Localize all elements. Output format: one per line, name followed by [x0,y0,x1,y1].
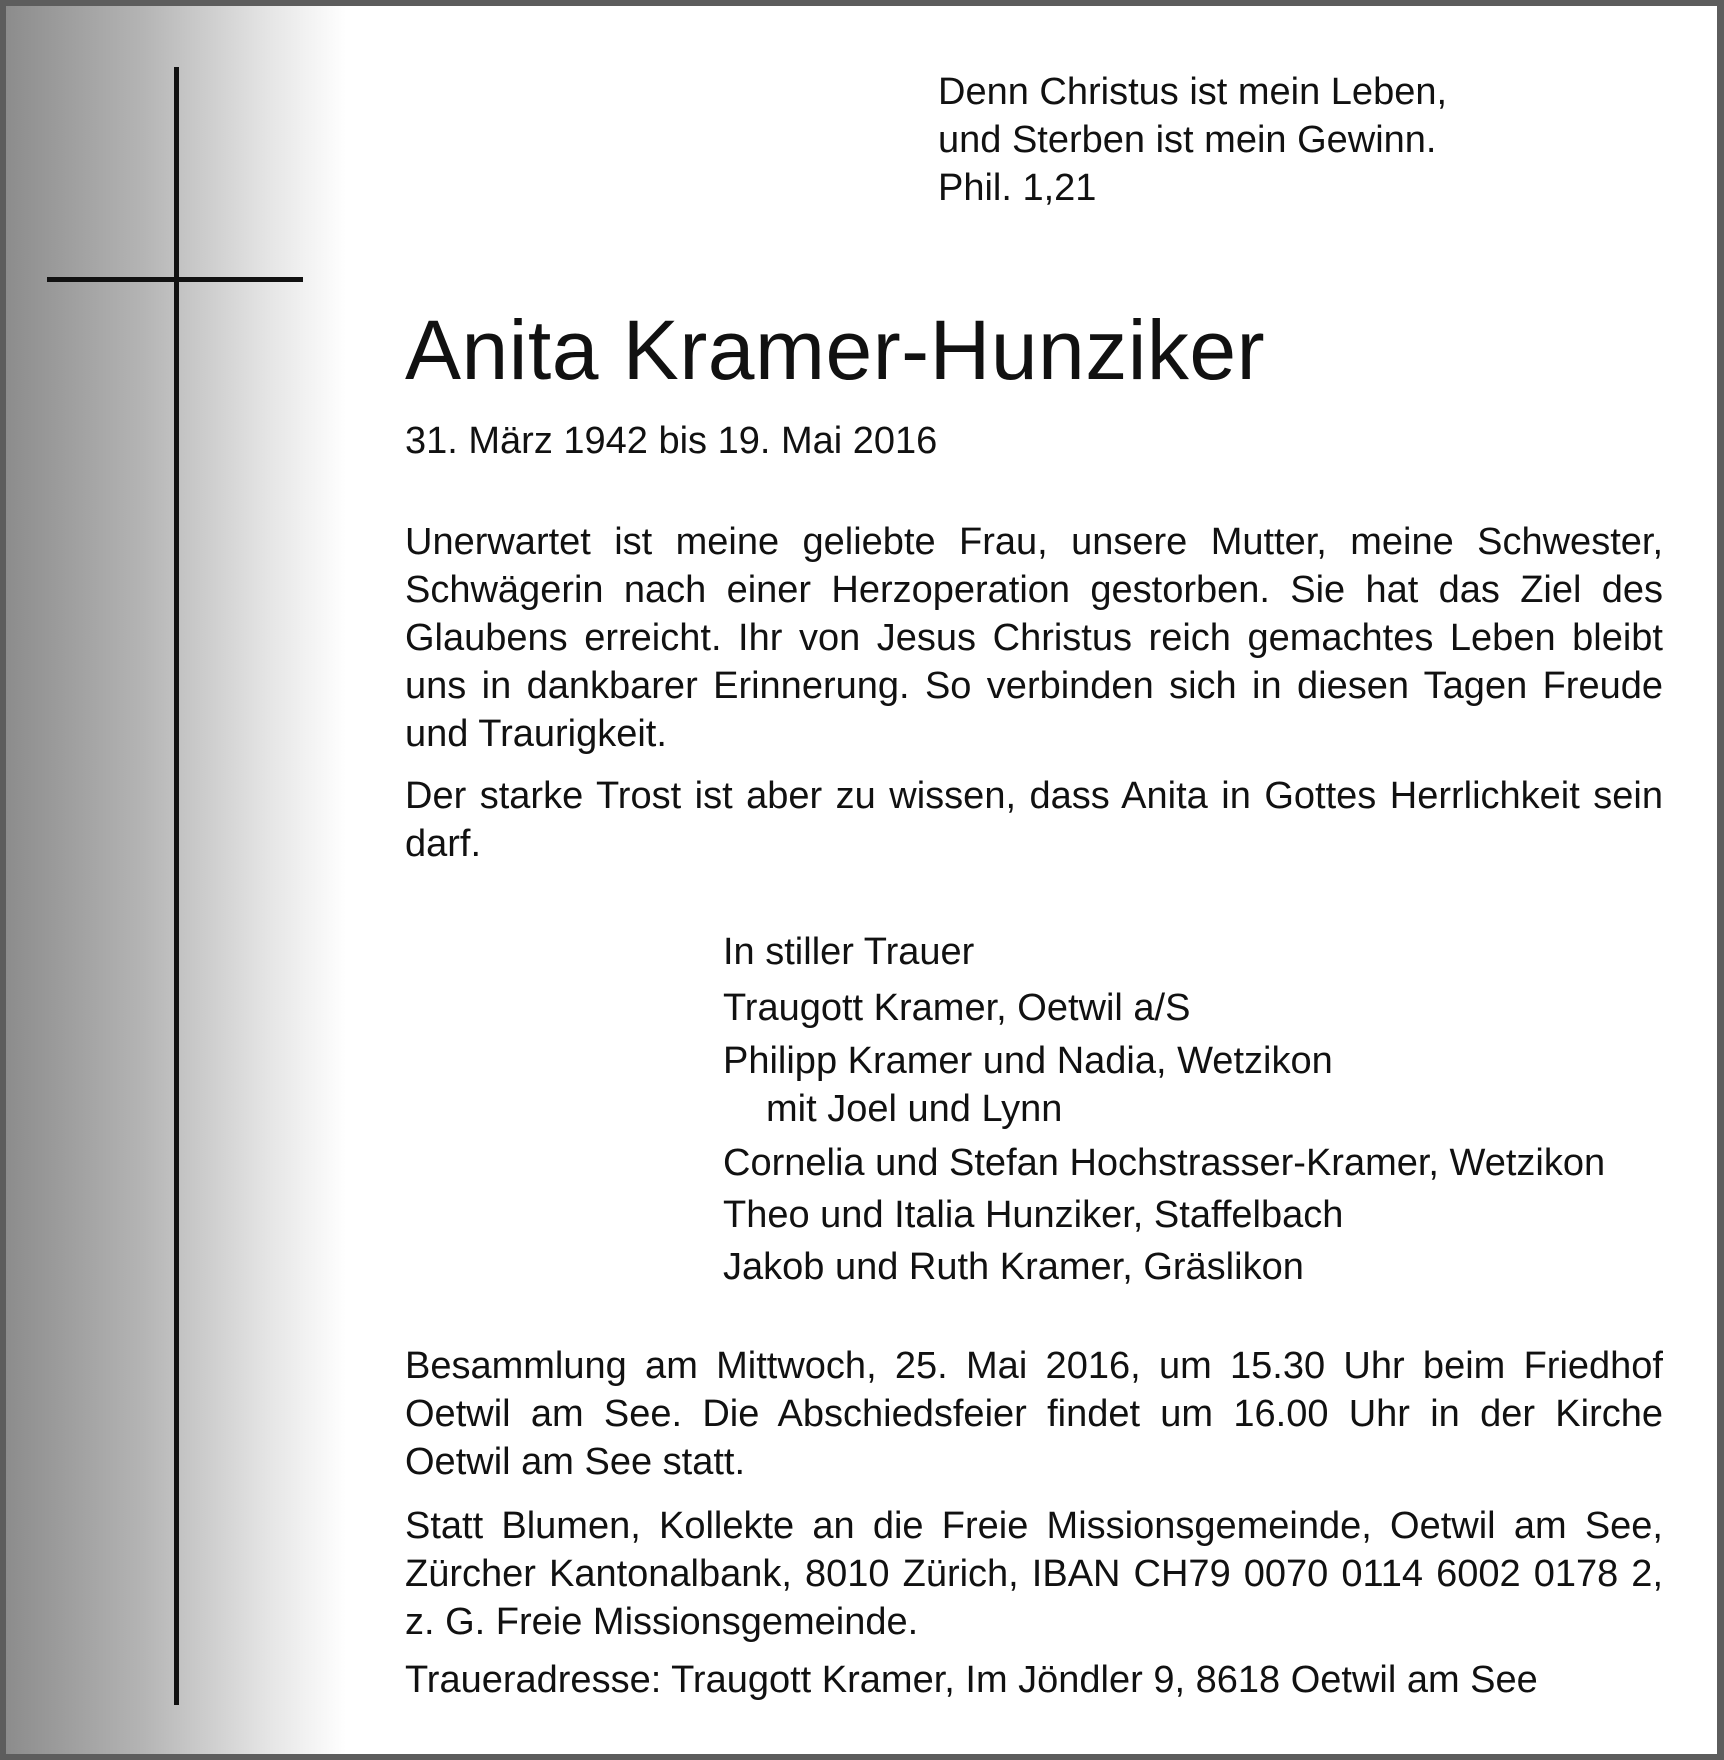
verse-line-2: und Sterben ist mein Gewinn. [938,119,1437,161]
comfort-paragraph: Der starke Trost ist aber zu wissen, dass Anita in Gottes Herrlichkeit sein darf. [405,775,1663,865]
verse-reference: Phil. 1,21 [938,167,1097,209]
mourner-line: Jakob und Ruth Kramer, Gräslikon [723,1246,1304,1288]
donation-paragraph: Statt Blumen, Kollekte an die Freie Missionsgemeinde, Oetwil am See, Zürcher Kantonalbank, 8010 Zürich, IBAN CH79 0070 0114 6002 0178 2, z. G. Freie Missionsgemeinde. [405,1505,1663,1643]
mourner-line: Theo und Italia Hunziker, Staffelbach [723,1194,1344,1236]
mourning-address: Traueradresse: Traugott Kramer, Im Jöndler 9, 8618 Oetwil am See [405,1659,1538,1701]
cross-bar [47,277,303,282]
cross-icon [174,67,179,1705]
mourner-line: Philipp Kramer und Nadia, Wetzikon [723,1040,1333,1082]
bible-verse [938,68,1447,212]
verse-line-1: Denn Christus ist mein Leben, [938,71,1448,113]
life-dates: 31. März 1942 bis 19. Mai 2016 [405,420,938,462]
mourner-subline: mit Joel und Lynn [766,1088,1063,1130]
deceased-name: Anita Kramer-Hunziker [405,303,1266,397]
mourner-line: Cornelia und Stefan Hochstrasser-Kramer, Wetzikon [723,1142,1606,1184]
mourning-heading: In stiller Trauer [723,931,975,973]
announcement-paragraph: Unerwartet ist meine geliebte Frau, unsere Mutter, meine Schwester, Schwägerin nach einer Herzoperation gestorben. Sie hat das Ziel des Glaubens erreicht. Ihr von Jesus Christus reich gemachtes Leben bleibt uns in dankbarer Erinnerung. So verbinden sich in diesen Tagen Freude und Traurigkeit. [405,521,1663,755]
mourner-line: Traugott Kramer, Oetwil a/S [723,987,1191,1029]
service-paragraph: Besammlung am Mittwoch, 25. Mai 2016, um 15.30 Uhr beim Friedhof Oetwil am See. Die Abschiedsfeier findet um 16.00 Uhr in der Kirche Oetwil am See statt. [405,1345,1663,1483]
